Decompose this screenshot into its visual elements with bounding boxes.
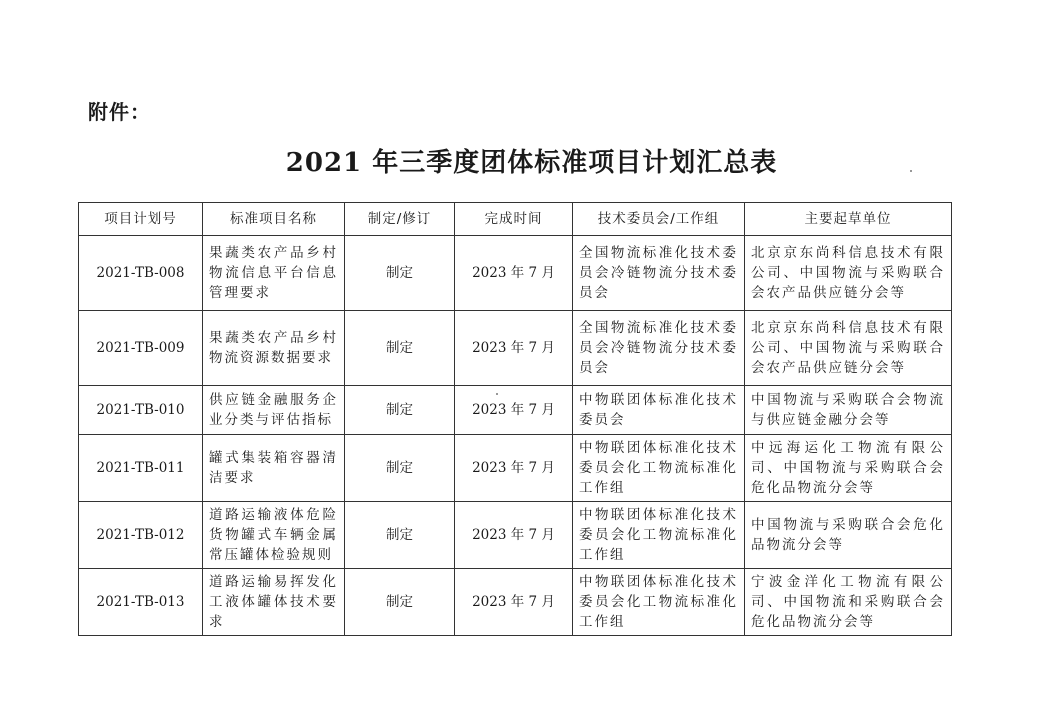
cell-type: 制定 (345, 311, 455, 386)
cell-project-code: 2021-TB-009 (79, 311, 203, 386)
cell-project-name: 道路运输液体危险货物罐式车辆金属常压罐体检验规则 (203, 502, 345, 569)
cell-project-name: 供应链金融服务企业分类与评估指标 (203, 386, 345, 435)
scan-speck (910, 170, 912, 172)
cell-project-code: 2021-TB-008 (79, 236, 203, 311)
cell-committee: 全国物流标准化技术委员会冷链物流分技术委员会 (573, 236, 745, 311)
cell-drafting-units: 中国物流与采购联合会物流与供应链金融分会等 (745, 386, 952, 435)
table-row (79, 502, 952, 569)
cell-drafting-units: 北京京东尚科信息技术有限公司、中国物流与采购联合会农产品供应链分会等 (745, 311, 952, 386)
cell-committee: 中物联团体标准化技术委员会化工物流标准化工作组 (573, 502, 745, 569)
scan-speck (496, 393, 498, 395)
attachment-label: 附件： (88, 100, 151, 124)
cell-project-code: 2021-TB-011 (79, 435, 203, 502)
cell-completion-date: 2023 年 7 月 (455, 569, 573, 636)
cell-completion-date: 2023 年 7 月 (455, 311, 573, 386)
header-project-code: 项目计划号 (79, 203, 203, 236)
project-plan-table (78, 202, 952, 636)
header-committee: 技术委员会/工作组 (573, 203, 745, 236)
cell-type: 制定 (345, 386, 455, 435)
table-row (79, 569, 952, 636)
cell-project-code: 2021-TB-013 (79, 569, 203, 636)
cell-drafting-units: 中远海运化工物流有限公司、中国物流与采购联合会危化品物流分会等 (745, 435, 952, 502)
cell-type: 制定 (345, 236, 455, 311)
cell-committee: 全国物流标准化技术委员会冷链物流分技术委员会 (573, 311, 745, 386)
cell-project-name: 果蔬类农产品乡村物流信息平台信息管理要求 (203, 236, 345, 311)
cell-committee: 中物联团体标准化技术委员会化工物流标准化工作组 (573, 435, 745, 502)
cell-completion-date: 2023 年 7 月 (455, 386, 573, 435)
cell-type: 制定 (345, 435, 455, 502)
cell-type: 制定 (345, 502, 455, 569)
cell-type: 制定 (345, 569, 455, 636)
table-header-row (79, 203, 952, 236)
cell-project-name: 罐式集装箱容器清洁要求 (203, 435, 345, 502)
cell-committee: 中物联团体标准化技术委员会 (573, 386, 745, 435)
cell-drafting-units: 中国物流与采购联合会危化品物流分会等 (745, 502, 952, 569)
cell-completion-date: 2023 年 7 月 (455, 435, 573, 502)
header-completion-date: 完成时间 (455, 203, 573, 236)
cell-project-name: 果蔬类农产品乡村物流资源数据要求 (203, 311, 345, 386)
cell-committee: 中物联团体标准化技术委员会化工物流标准化工作组 (573, 569, 745, 636)
table-row (79, 386, 952, 435)
table-row (79, 311, 952, 386)
cell-project-code: 2021-TB-010 (79, 386, 203, 435)
cell-completion-date: 2023 年 7 月 (455, 502, 573, 569)
cell-drafting-units: 北京京东尚科信息技术有限公司、中国物流与采购联合会农产品供应链分会等 (745, 236, 952, 311)
table-row (79, 236, 952, 311)
page-title: 2021 年三季度团体标准项目计划汇总表 (285, 148, 778, 178)
table-row (79, 435, 952, 502)
cell-drafting-units: 宁波金洋化工物流有限公司、中国物流和采购联合会危化品物流分会等 (745, 569, 952, 636)
header-project-name: 标准项目名称 (203, 203, 345, 236)
header-drafting-units: 主要起草单位 (745, 203, 952, 236)
cell-project-code: 2021-TB-012 (79, 502, 203, 569)
cell-completion-date: 2023 年 7 月 (455, 236, 573, 311)
header-type: 制定/修订 (345, 203, 455, 236)
cell-project-name: 道路运输易挥发化工液体罐体技术要求 (203, 569, 345, 636)
